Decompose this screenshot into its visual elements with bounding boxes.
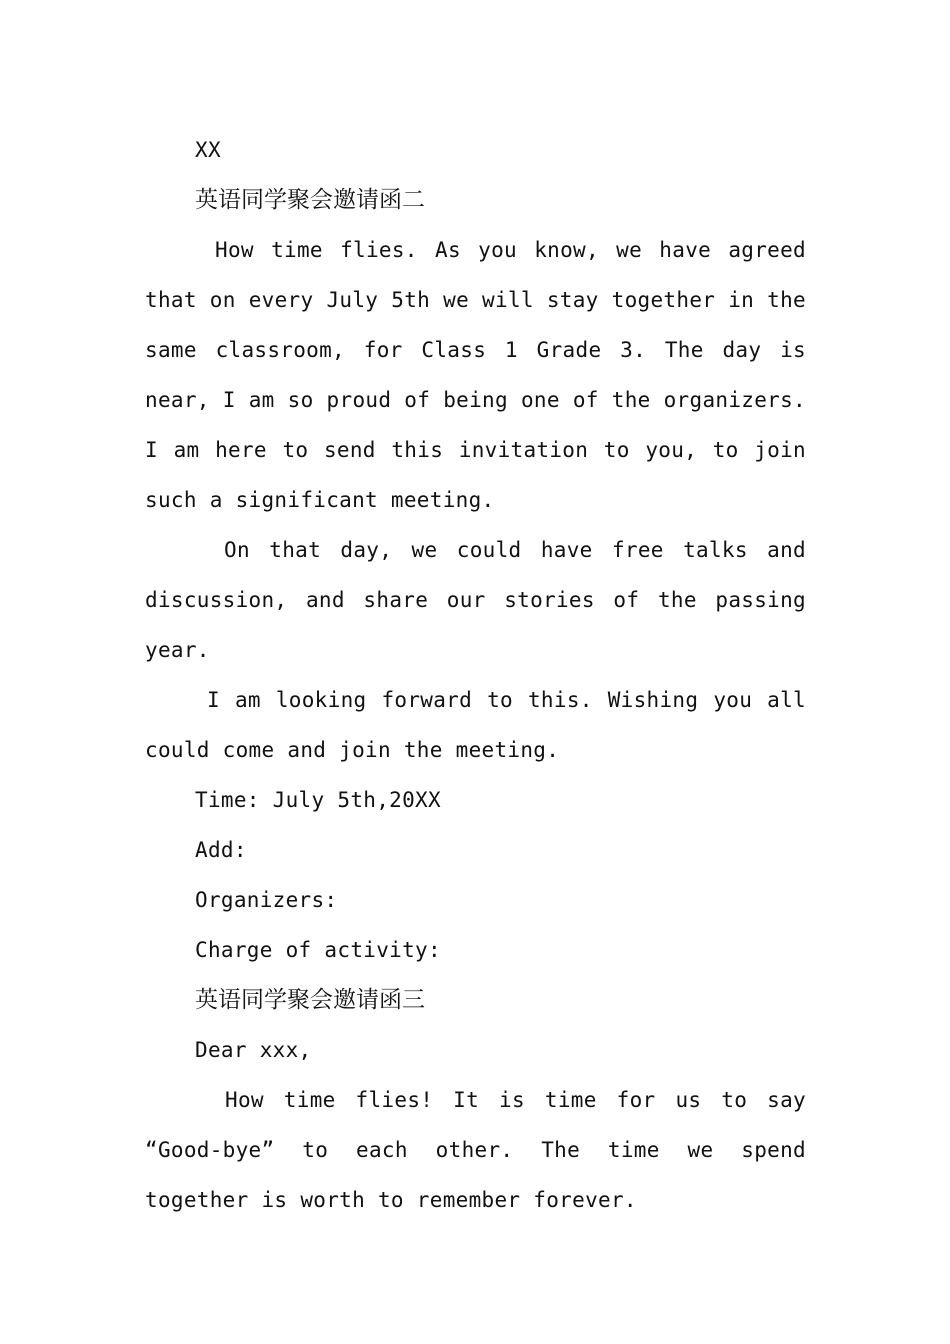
paragraph-looking-forward: I am looking forward to this. Wishing you all could come and join the meeting.: [145, 688, 806, 762]
placeholder-xx: XX: [195, 138, 221, 162]
charge-line: Charge of activity:: [195, 938, 441, 962]
paragraph-invitation-intro: How time flies. As you know, we have agreed that on every July 5th we will stay together in the same classroom, for Class 1 Grade 3. The day is near, I am so proud of being one of the organizers. I am here to send this invitation to you, to join such a significant meeting.: [145, 238, 806, 512]
paragraph-goodbye: How time flies! It is time for us to say “Good-bye” to each other. The time we spend together is worth to remember forever.: [145, 1088, 806, 1212]
paragraph-that-day: On that day, we could have free talks and discussion, and share our stories of the passing year.: [145, 538, 806, 662]
greeting-line: Dear xxx,: [195, 1038, 312, 1062]
organizers-line: Organizers:: [195, 888, 338, 912]
document-body: [145, 125, 806, 1225]
address-line: Add:: [195, 838, 247, 862]
section-heading-2: 英语同学聚会邀请函二: [195, 187, 425, 213]
time-line: Time: July 5th,20XX: [195, 788, 441, 812]
section-heading-3: 英语同学聚会邀请函三: [195, 987, 425, 1013]
